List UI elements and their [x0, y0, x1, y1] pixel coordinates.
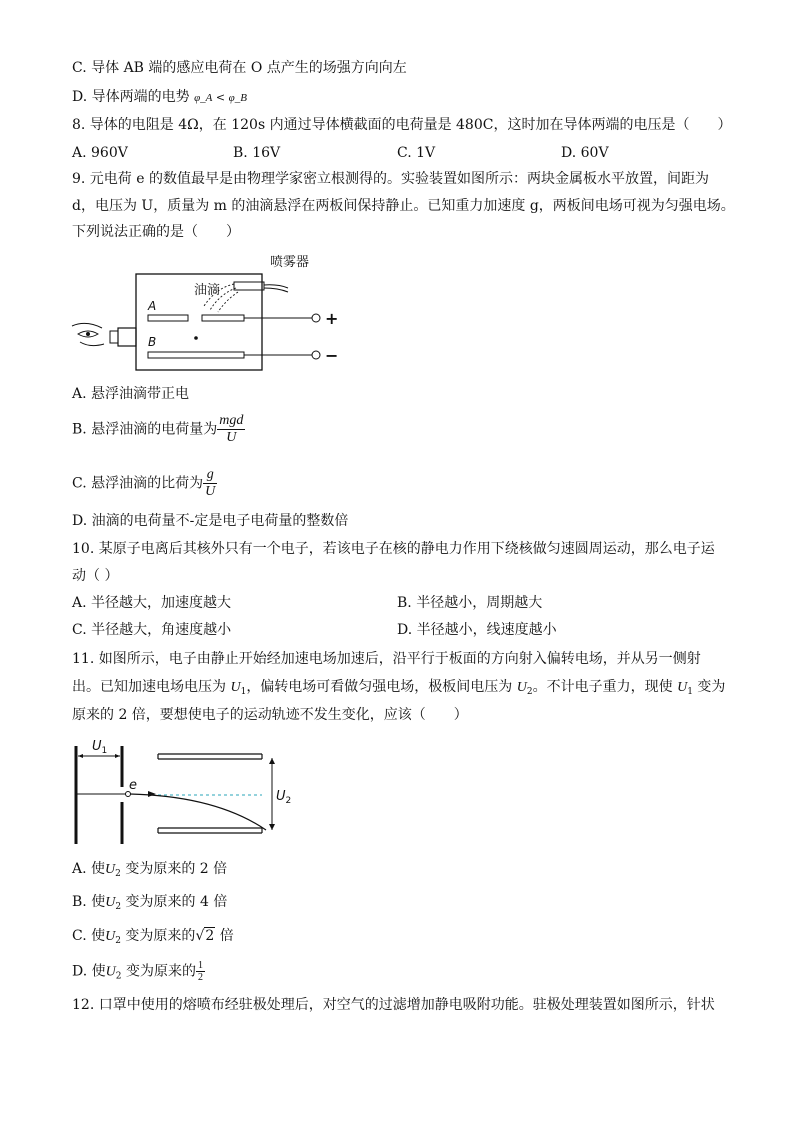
terminal-negative — [312, 351, 320, 359]
var-u2: U — [105, 929, 116, 944]
q11-stem-text-b: ，偏转电场可看做匀强电场，极板间电压为 — [246, 679, 517, 695]
var-u2: U — [105, 964, 116, 980]
var-u2-sub: 2 — [115, 971, 122, 982]
q7-option-c: C. 导体 AB 端的感应电荷在 O 点产生的场强方向向左 — [72, 60, 407, 76]
q11-stem-line2 — [72, 678, 725, 701]
electron-label: e — [129, 778, 137, 793]
var-u2: U — [105, 895, 116, 910]
var-u1: U — [677, 680, 688, 695]
q11-stem-line1: 11. 如图所示，电子由静止开始经加速电场加速后，沿平行于板面的方向射入偏转电场，并从另一侧射 — [72, 651, 701, 667]
var-u1-sub: 1 — [240, 687, 247, 697]
q9-option-b-prefix: B. 悬浮油滴的电荷量为 — [72, 421, 218, 438]
droplet-label: 油滴 — [194, 283, 221, 298]
millikan-apparatus-figure — [66, 248, 356, 378]
eye-pupil-icon — [86, 332, 90, 336]
q8-option-b: B. 16V — [233, 145, 281, 161]
q11-stem-text-a: 出。已知加速电场电压为 — [72, 679, 231, 695]
var-u2-sub: 2 — [115, 869, 121, 879]
q11-option-d — [72, 960, 205, 986]
plate-b — [148, 352, 244, 358]
fraction-g-over-u — [203, 467, 217, 500]
trajectory-arrowhead — [148, 791, 156, 797]
q9-option-d: D. 油滴的电荷量不-定是电子电荷量的整数倍 — [72, 513, 349, 529]
var-u2-sub: 2 — [526, 687, 533, 697]
fraction-numerator: g — [203, 467, 217, 484]
q10-stem-line2: 动（ ） — [72, 568, 119, 584]
q7-option-d — [72, 88, 247, 107]
q9-option-c — [72, 467, 217, 500]
plus-sign: + — [325, 309, 339, 328]
q8-option-c: C. 1V — [397, 145, 436, 161]
electron-deflection-figure — [66, 732, 306, 850]
var-u2: U — [516, 680, 527, 695]
option-c-suffix-a: 变为原来的 — [120, 928, 196, 944]
q9-option-b — [72, 413, 245, 446]
sqrt-radicand: 2 — [205, 928, 215, 944]
q12-stem-line1: 12. 口罩中使用的熔喷布经驻极处理后，对空气的过滤增加静电吸附功能。驻极处理装置如图所示，针状 — [72, 997, 715, 1013]
q11-stem-text-d: 变为 — [692, 679, 726, 695]
q9-option-c-prefix: C. 悬浮油滴的比荷为 — [72, 475, 204, 492]
fraction-numerator: mgd — [219, 413, 244, 428]
var-u2-sub: 2 — [115, 936, 121, 946]
fraction-denominator: U — [205, 484, 216, 499]
var-u2-sub: 2 — [115, 902, 122, 912]
q10-stem-line1: 10. 某原子电离后其核外只有一个电子，若该电子在核的静电力作用下绕核做匀速圆周运动，那么电子运 — [72, 541, 715, 557]
phi-a: φ_A — [194, 92, 213, 104]
microscope-tube — [110, 331, 118, 343]
u2-label: $U_2$ — [276, 789, 292, 806]
oil-droplet — [194, 336, 198, 340]
plate-b-label: B — [148, 335, 157, 349]
option-a-suffix: 变为原来的 2 倍 — [120, 861, 228, 877]
q7-option-d-prefix: D. 导体两端的电势 — [72, 89, 195, 105]
q11-option-a — [72, 860, 227, 883]
electron-trajectory — [130, 794, 266, 830]
q11-option-c — [72, 927, 234, 950]
minus-sign: − — [325, 346, 339, 365]
q8-option-a: A. 960V — [72, 145, 128, 161]
option-c-suffix-b: 倍 — [215, 928, 234, 944]
sprayer-label: 喷雾器 — [270, 255, 310, 270]
q11-stem-text-c: 。不计电子重力，现使 — [532, 679, 678, 695]
terminal-positive — [312, 314, 320, 322]
q8-option-d: D. 60V — [561, 145, 609, 161]
option-d-prefix: D. 使 — [72, 963, 106, 980]
var-u2: U — [105, 862, 116, 877]
sqrt-symbol: √2 — [195, 928, 215, 944]
q11-option-b — [72, 893, 227, 916]
phi-b: φ_B — [228, 92, 247, 104]
plate-a-label: A — [148, 299, 157, 313]
q9-stem-line2: d，电压为 U，质量为 m 的油滴悬浮在两板间保持静止。已知重力加速度 g，两板间电场可视为匀强电场。 — [72, 198, 735, 214]
option-a-prefix: A. 使 — [72, 861, 106, 877]
q10-option-d: D. 半径越小，线速度越小 — [397, 622, 557, 638]
q9-stem-line3: 下列说法正确的是（ ） — [72, 224, 240, 240]
fraction-mgd-over-u — [217, 413, 245, 446]
option-d-suffix: 变为原来的 — [121, 963, 196, 980]
plate-a-right — [202, 315, 244, 321]
q10-option-b: B. 半径越小，周期越大 — [397, 595, 543, 611]
u1-label: $U_1$ — [92, 739, 108, 756]
q8-stem: 8. 导体的电阻是 4Ω，在 120s 内通过导体横截面的电荷量是 480C，这时加在导体两端的电压是（ ） — [72, 117, 732, 133]
q10-option-c: C. 半径越大，角速度越小 — [72, 622, 232, 638]
q9-stem-line1: 9. 元电荷 e 的数值最早是由物理学家密立根测得的。实验装置如图所示：两块金属板水平放置，间距为 — [72, 171, 709, 187]
q11-stem-line3: 原来的 2 倍，要想使电子的运动轨迹不发生变化，应该（ ） — [72, 707, 468, 723]
option-c-prefix: C. 使 — [72, 928, 106, 944]
fraction-one-half — [196, 960, 205, 983]
fraction-denominator: 2 — [197, 972, 203, 983]
var-u1: U — [230, 680, 241, 695]
sprayer-tube — [264, 285, 288, 292]
fraction-numerator: 1 — [197, 960, 203, 971]
plate-a-left — [148, 315, 188, 321]
q9-option-a: A. 悬浮油滴带正电 — [72, 386, 190, 402]
q10-option-a: A. 半径越大，加速度越大 — [72, 595, 232, 611]
option-b-prefix: B. 使 — [72, 894, 106, 910]
var-u1-sub: 1 — [687, 687, 693, 697]
microscope-eyepiece — [118, 328, 136, 346]
sprayer-nozzle — [234, 282, 264, 290]
fraction-denominator: U — [226, 430, 237, 445]
less-than: < — [212, 91, 229, 104]
option-b-suffix: 变为原来的 4 倍 — [121, 894, 228, 910]
